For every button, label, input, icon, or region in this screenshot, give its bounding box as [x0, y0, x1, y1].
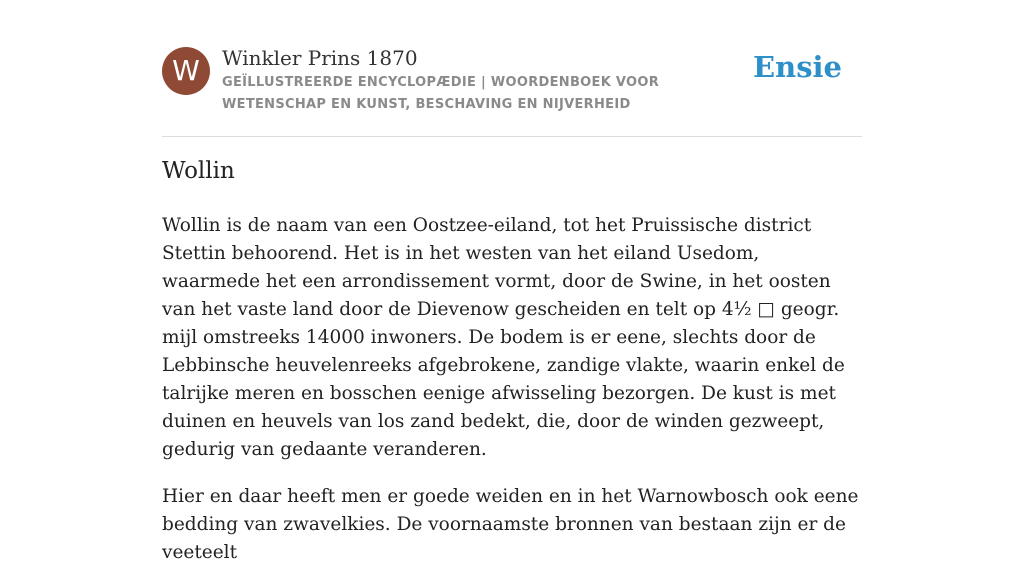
source-header	[162, 44, 862, 137]
article-paragraph: Wollin is de naam van een Oostzee-eiland, tot het Pruissische district Stettin behoorend. Het is in het westen van het eiland Usedom, waarmede het een arrondissement vormt, door de Swine, in het oosten van het vaste land door de Dievenow gescheiden en telt op 4½ □ geogr. mijl omstreeks 14000 inwoners. De bodem is er eene, slechts door de Lebbinsche heuvelenreeks afgebrokene, zandige vlakte, waarin enkel de talrijke meren en bosschen eenige afwisseling bezorgen. De kust is met duinen en heuvels van los zand bedekt, die, door de winden gezweept, gedurig van gedaante veranderen.	[162, 215, 845, 460]
source-title[interactable]: Winkler Prins 1870	[222, 46, 418, 70]
article-body	[162, 212, 862, 586]
avatar[interactable]: W	[162, 47, 210, 95]
article-title: Wollin	[162, 158, 235, 184]
article-paragraph: Hier en daar heeft men er goede weiden en in het Warnowbosch ook eene bedding van zwavelkies. De voornaamste bronnen van bestaan zijn er de veeteelt	[162, 486, 859, 563]
ensie-logo[interactable]: Ensie	[753, 50, 842, 84]
source-subtitle: GEÏLLUSTREERDE ENCYCLOPÆDIE | WOORDENBOEK VOOR WETENSCHAP EN KUNST, BESCHAVING EN NIJVERHEID	[222, 75, 660, 112]
